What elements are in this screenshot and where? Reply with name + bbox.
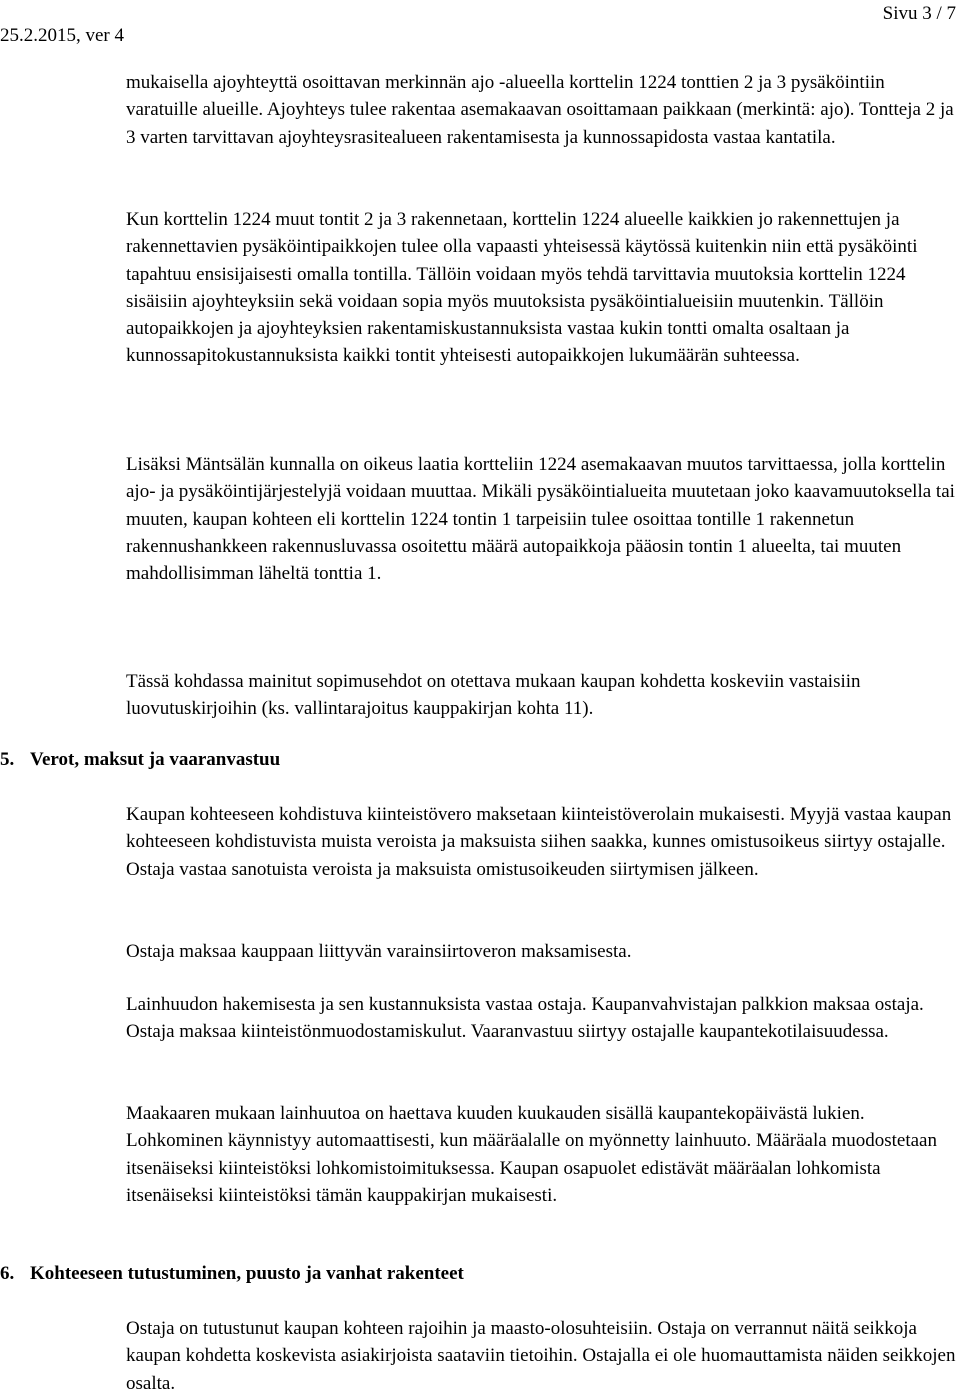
paragraph-text: mukaisella ajoyhteyttä osoittavan merkinnän ajo -alueella korttelin 1224 tonttien 2 ja 3 pysäköintiin varatuille alueille. Ajoyhteys tulee rakentaa asemakaavan osoittamaan paikkaan (merkintä: ajo). Tontteja 2 ja 3 varten tarvittavan ajoyhteysrasitealueen rakentamisesta ja kunnossapidosta vastaa kantatila. [126, 72, 954, 148]
paragraph-text: Ostaja maksaa kauppaan liittyvän varainsiirtoveron maksamisesta. [126, 941, 632, 962]
paragraph-text: Kun korttelin 1224 muut tontit 2 ja 3 rakennetaan, korttelin 1224 alueelle kaikkien jo rakennettujen ja rakennettavien pysäköintipaikkojen tulee olla vapaasti yhteisessä käytössä kuitenkin niin että pysäköinti tapahtuu ensisijaisesti omalla tontilla. Tällöin voidaan myös tehdä tarvittavia muutoksia korttelin 1224 sisäisiin ajoyhteyksiin sekä voidaan sopia myös muutoksista pysäköintialueisiin muutenkin. Tällöin autopaikkojen ja ajoyhteyksien rakentamiskustannuksista vastaa kukin tontti omalta osaltaan ja kunnossapitokustannuksista kaikki tontit yhteisesti autopaikkojen lukumäärän suhteessa. [126, 209, 918, 367]
section-heading-5 [0, 746, 280, 773]
paragraph-future-deeds [126, 668, 960, 723]
paragraph-title-registration [126, 991, 960, 1046]
section-number: 5. [0, 749, 15, 770]
section-number: 6. [0, 1263, 15, 1284]
paragraph-text: Ostaja on tutustunut kaupan kohteen rajoihin ja maasto-olosuhteisiin. Ostaja on verrannut näitä seikkoja kaupan kohdetta koskevista asiakirjoista saataviin tietoihin. Ostajalla ei ole huomauttamista näiden seikkojen osalta. [126, 1318, 956, 1394]
paragraph-text: Tässä kohdassa mainitut sopimusehdot on otettava mukaan kaupan kohdetta koskeviin vastaisiin luovutuskirjoihin (ks. vallintarajoitus kauppakirjan kohta 11). [126, 671, 861, 720]
page-number: Sivu 3 / 7 [882, 3, 956, 24]
paragraph-zoning-change [126, 451, 960, 587]
paragraph-text: Lainhuudon hakemisesta ja sen kustannuksista vastaa ostaja. Kaupanvahvistajan palkkion maksaa ostaja. Ostaja maksaa kiinteistönmuodostamiskulut. Vaaranvastuu siirtyy ostajalle kaupantekotilaisuudessa. [126, 994, 924, 1043]
paragraph-text: Lisäksi Mäntsälän kunnalla on oikeus laatia kortteliin 1224 asemakaavan muutos tarvittaessa, jolla korttelin ajo- ja pysäköintijärjestelyjä voidaan muuttaa. Mikäli pysäköintialueita muutetaan joko kaavamuutoksella tai muuten, kaupan kohteen eli korttelin 1224 tontin 1 tarpeisiin tulee osoittaa tontille 1 rakennetun rakennushankkeen rakennusluvassa osoitettu määrä autopaikkoja pääosin tontin 1 alueelta, tai muuten mahdollisimman läheltä tonttia 1. [126, 454, 955, 585]
paragraph-property-tax [126, 801, 960, 883]
section-title: Verot, maksut ja vaaranvastuu [30, 749, 281, 770]
paragraph-parcelling [126, 1100, 960, 1209]
paragraph-transfer-tax [126, 938, 960, 965]
section-heading-6 [0, 1260, 464, 1287]
paragraph-text: Kaupan kohteeseen kohdistuva kiinteistövero maksetaan kiinteistöverolain mukaisesti. Myyjä vastaa kaupan kohteeseen kohdistuvista muista veroista ja maksuista siihen saakka, kunnes omistusoikeus siirtyy ostajalle. Ostaja vastaa sanotuista veroista ja maksuista omistusoikeuden siirtymisen jälkeen. [126, 804, 952, 880]
document-date-version: 25.2.2015, ver 4 [0, 25, 125, 46]
paragraph-parking-shared [126, 206, 960, 370]
paragraph-site-inspection [126, 1315, 960, 1397]
section-title: Kohteeseen tutustuminen, puusto ja vanhat rakenteet [30, 1263, 464, 1284]
paragraph-text: Maakaaren mukaan lainhuutoa on haettava kuuden kuukauden sisällä kaupantekopäivästä lukien. Lohkominen käynnistyy automaattisesti, kun määräalalle on myönnetty lainhuuto. Määräala muodostetaan itsenäiseksi kiinteistöksi lohkomistoimituksessa. Kaupan osapuolet edistävät määräalan lohkomista itsenäiseksi kiinteistöksi tämän kauppakirjan mukaisesti. [126, 1103, 937, 1206]
paragraph-driveway [126, 69, 960, 151]
